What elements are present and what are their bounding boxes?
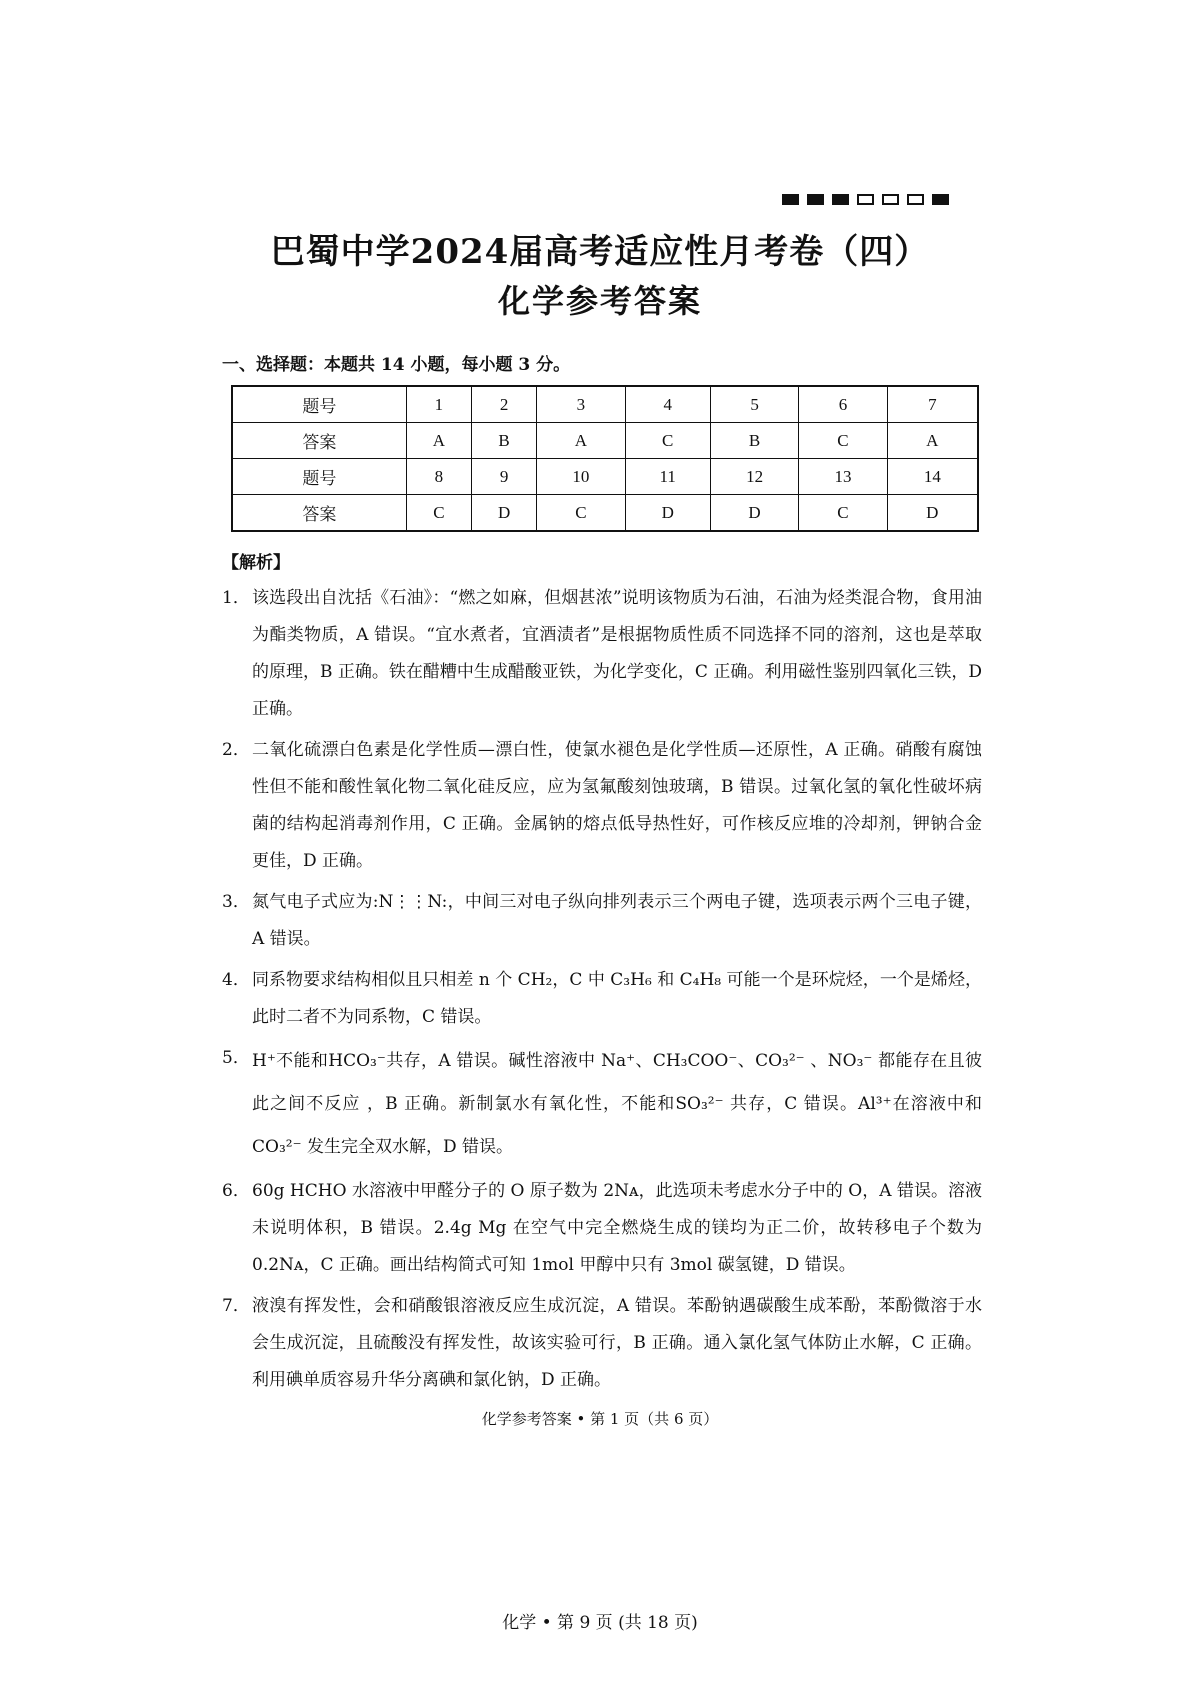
outer-page-footer: 化学 • 第 9 页 (共 18 页) — [502, 1613, 698, 1633]
analysis-item — [222, 1173, 982, 1284]
table-cell: C — [625, 423, 710, 459]
table-cell: D — [625, 495, 710, 532]
table-row — [232, 495, 978, 532]
table-cell: 1 — [406, 386, 471, 423]
filled-square-mark — [807, 194, 824, 205]
answer-table — [231, 385, 979, 532]
table-cell: B — [472, 423, 537, 459]
item-text: 液溴有挥发性，会和硝酸银溶液反应生成沉淀，A 错误。苯酚钠遇碳酸生成苯酚，苯酚微溶于水会生成沉淀，且硫酸没有挥发性，故该实验可行，B 正确。通入氯化氢气体防止水解，C 正确。利用碘单质容易升华分离碘和氯化钠，D 正确。 — [252, 1296, 982, 1390]
table-cell: C — [406, 495, 471, 532]
filled-square-mark — [932, 194, 949, 205]
page-subtitle: 化学参考答案 — [497, 282, 702, 320]
item-number: 7． — [222, 1296, 250, 1316]
analysis-item — [222, 962, 982, 1036]
table-cell: 6 — [799, 386, 887, 423]
page-title: 巴蜀中学2024届高考适应性月考卷（四） — [270, 232, 930, 272]
item-text: 二氧化硫漂白色素是化学性质—漂白性，使氯水褪色是化学性质—还原性，A 正确。硝酸有腐蚀性但不能和酸性氧化物二氧化硅反应，应为氢氟酸刻蚀玻璃，B 错误。过氧化氢的氧化性破坏病菌的结构起消毒剂作用，C 正确。金属钠的熔点低导热性好，可作核反应堆的冷却剂，钾钠合金更佳，D 正确。 — [252, 740, 982, 871]
table-cell: A — [537, 423, 625, 459]
row-header-cell: 题号 — [232, 386, 406, 423]
table-cell: 12 — [710, 459, 798, 495]
item-text: 60g HCHO 水溶液中甲醛分子的 O 原子数为 2Nᴀ，此选项未考虑水分子中的 O，A 错误。溶液未说明体积，B 错误。2.4g Mg 在空气中完全燃烧生成的镁均为正二价，故转移电子个数为 0.2Nᴀ，C 正确。画出结构简式可知 1mol 甲醇中只有 3mol 碳氢键，D 错误。 — [252, 1181, 982, 1275]
table-cell: B — [710, 423, 798, 459]
item-number: 3． — [222, 892, 250, 912]
item-number: 4． — [222, 970, 250, 990]
empty-square-mark — [882, 194, 899, 205]
table-cell: 3 — [537, 386, 625, 423]
table-cell: 4 — [625, 386, 710, 423]
analysis-item — [222, 732, 982, 880]
row-header-cell: 题号 — [232, 459, 406, 495]
item-number: 2． — [222, 740, 250, 760]
item-number: 5． — [222, 1048, 250, 1068]
item-number: 6． — [222, 1181, 250, 1201]
filled-square-mark — [832, 194, 849, 205]
table-cell: 9 — [472, 459, 537, 495]
table-cell: C — [799, 495, 887, 532]
table-cell: D — [472, 495, 537, 532]
table-row — [232, 423, 978, 459]
table-cell: 13 — [799, 459, 887, 495]
section-heading: 一、选择题：本题共 14 小题，每小题 3 分。 — [222, 355, 571, 375]
table-row — [232, 386, 978, 423]
inner-page-footer: 化学参考答案 • 第 1 页（共 6 页） — [481, 1410, 719, 1428]
empty-square-mark — [857, 194, 874, 205]
table-cell: 11 — [625, 459, 710, 495]
analysis-item — [222, 884, 982, 958]
table-cell: C — [799, 423, 887, 459]
item-text: 氮气电子式应为:N⋮⋮N:，中间三对电子纵向排列表示三个两电子键，选项表示两个三电子键，A 错误。 — [252, 892, 982, 949]
row-header-cell: 答案 — [232, 423, 406, 459]
table-cell: 7 — [887, 386, 978, 423]
table-cell: 14 — [887, 459, 978, 495]
table-cell: 5 — [710, 386, 798, 423]
table-cell: 8 — [406, 459, 471, 495]
analysis-item — [222, 1288, 982, 1399]
table-row — [232, 459, 978, 495]
item-text: H⁺不能和HCO₃⁻共存，A 错误。碱性溶液中 Na⁺、CH₃COO⁻、CO₃²⁻ 、NO₃⁻ 都能存在且彼此之间不反应 ，B 正确。新制氯水有氧化性，不能和SO₃²⁻ 共存，C 错误。Al³⁺在溶液中和CO₃²⁻ 发生完全双水解，D 错误。 — [252, 1051, 982, 1157]
table-cell: 10 — [537, 459, 625, 495]
table-cell: D — [887, 495, 978, 532]
analysis-item — [222, 580, 982, 728]
item-text: 该选段出自沈括《石油》：“燃之如麻，但烟甚浓”说明该物质为石油，石油为烃类混合物，食用油为酯类物质，A 错误。“宜水煮者，宜酒渍者”是根据物质性质不同选择不同的溶剂，这也是萃取的原理，B 正确。铁在醋糟中生成醋酸亚铁，为化学变化，C 正确。利用磁性鉴别四氧化三铁，D 正确。 — [252, 588, 982, 719]
analysis-list — [222, 580, 982, 1403]
table-cell: A — [887, 423, 978, 459]
item-text: 同系物要求结构相似且只相差 n 个 CH₂，C 中 C₃H₆ 和 C₄H₈ 可能一个是环烷烃，一个是烯烃，此时二者不为同系物，C 错误。 — [252, 970, 982, 1027]
filled-square-mark — [782, 194, 799, 205]
table-cell: C — [537, 495, 625, 532]
table-cell: A — [406, 423, 471, 459]
table-cell: D — [710, 495, 798, 532]
analysis-heading: 【解析】 — [222, 553, 290, 573]
empty-square-mark — [907, 194, 924, 205]
row-header-cell: 答案 — [232, 495, 406, 532]
table-cell: 2 — [472, 386, 537, 423]
header-marks — [782, 194, 949, 205]
analysis-item — [222, 1040, 982, 1169]
item-number: 1． — [222, 588, 250, 608]
